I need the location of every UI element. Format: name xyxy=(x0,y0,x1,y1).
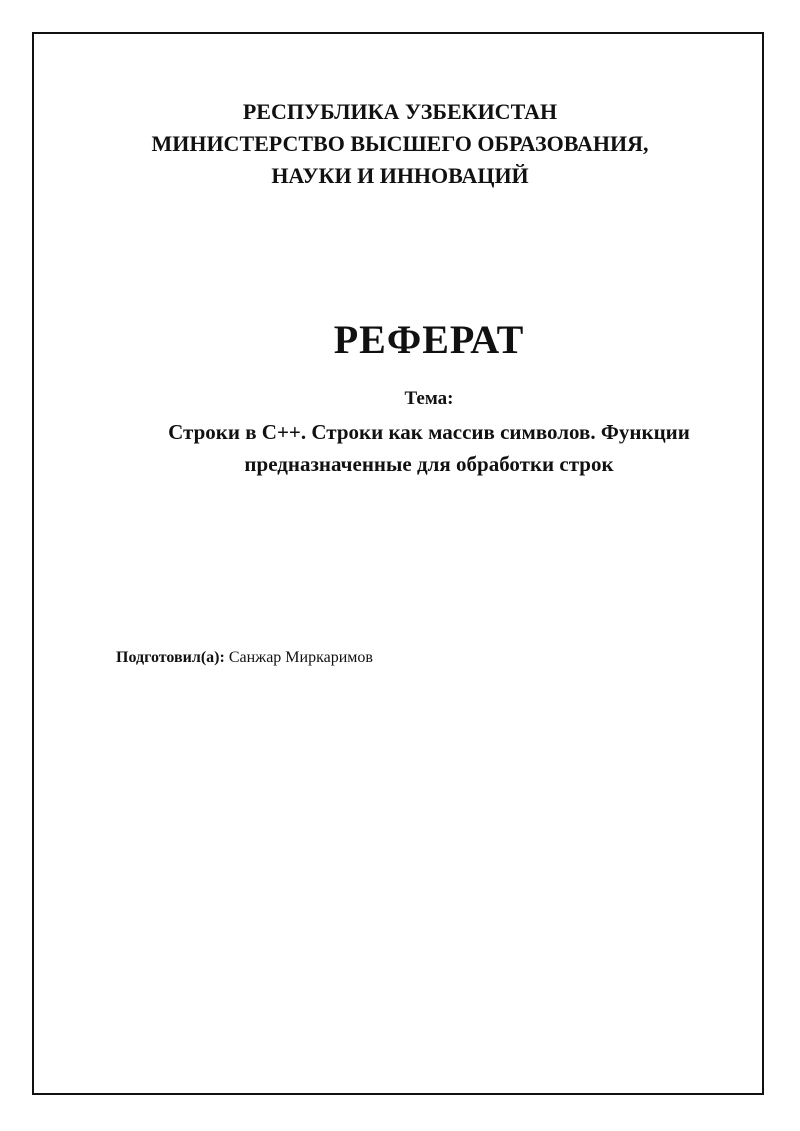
topic-line-2: предназначенные для обработки строк xyxy=(244,452,614,476)
topic-label: Тема: xyxy=(404,388,454,409)
header-line-country: РЕСПУБЛИКА УЗБЕКИСТАН xyxy=(242,99,558,124)
header-line-ministry: МИНИСТЕРСТВО ВЫСШЕГО ОБРАЗОВАНИЯ, xyxy=(151,131,649,156)
topic-text xyxy=(0,416,800,480)
institution-header xyxy=(0,96,800,192)
author-line xyxy=(116,647,373,669)
topic-line-1: Строки в С++. Строки как массив символов. Функции xyxy=(168,420,690,444)
header-line-ministry-cont: НАУКИ И ИННОВАЦИЙ xyxy=(271,163,529,188)
author-label: Подготовил(а): xyxy=(116,649,225,666)
document-title: РЕФЕРАТ xyxy=(333,317,525,362)
author-name: Санжар Миркаримов xyxy=(224,649,373,666)
